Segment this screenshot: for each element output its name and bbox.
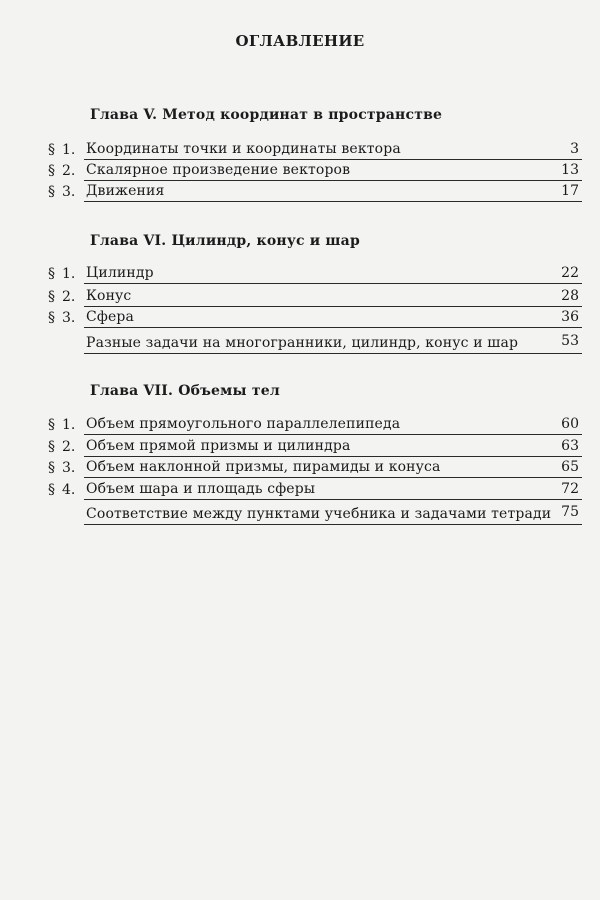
entry-page: 65 bbox=[561, 459, 579, 475]
entry-title: Координаты точки и координаты вектора bbox=[86, 141, 401, 157]
toc-entry bbox=[84, 160, 582, 181]
entry-title: Скалярное произведение векторов bbox=[86, 162, 351, 178]
toc-row[interactable] bbox=[48, 505, 582, 525]
entry-title: Объем прямой призмы и цилиндра bbox=[86, 438, 351, 454]
entry-title: Объем шара и площадь сферы bbox=[86, 481, 316, 497]
entry-page: 17 bbox=[561, 183, 579, 199]
section-number: § 1. bbox=[48, 142, 76, 158]
chapter-heading: Глава VI. Цилиндр, конус и шар bbox=[90, 233, 360, 249]
toc-entry bbox=[84, 263, 582, 284]
toc-row[interactable] bbox=[48, 480, 582, 500]
chapter-heading: Глава V. Метод координат в пространстве bbox=[90, 107, 443, 123]
section-number: § 1. bbox=[48, 266, 76, 282]
entry-page: 60 bbox=[561, 416, 579, 432]
toc-row[interactable] bbox=[48, 161, 582, 181]
entry-title: Объем прямоугольного параллелепипеда bbox=[86, 416, 401, 432]
toc-entry bbox=[84, 139, 582, 160]
toc-entry bbox=[84, 286, 582, 307]
toc-entry bbox=[84, 436, 582, 457]
section-number: § 2. bbox=[48, 163, 76, 179]
toc-row[interactable] bbox=[48, 334, 582, 354]
entry-page: 53 bbox=[561, 333, 579, 349]
toc-row[interactable] bbox=[48, 415, 582, 435]
entry-title: Сфера bbox=[86, 309, 135, 325]
entry-title: Соответствие между пунктами учебника и задачами тетради bbox=[86, 506, 552, 522]
entry-page: 75 bbox=[561, 504, 579, 520]
chapter-heading: Глава VII. Объемы тел bbox=[90, 383, 280, 399]
entry-page: 63 bbox=[561, 438, 579, 454]
toc-entry bbox=[84, 479, 582, 500]
toc-entry bbox=[84, 414, 582, 435]
toc-row[interactable] bbox=[48, 287, 582, 307]
toc-entry bbox=[84, 181, 582, 202]
toc-row[interactable] bbox=[48, 182, 582, 202]
entry-page: 13 bbox=[561, 162, 579, 178]
entry-page: 72 bbox=[561, 481, 579, 497]
entry-title: Конус bbox=[86, 288, 132, 304]
entry-title: Цилиндр bbox=[86, 265, 154, 281]
entry-title: Разные задачи на многогранники, цилиндр, конус и шар bbox=[86, 335, 519, 351]
toc-entry bbox=[84, 504, 582, 525]
entry-title: Движения bbox=[86, 183, 165, 199]
section-number: § 2. bbox=[48, 289, 76, 305]
toc-entry bbox=[84, 307, 582, 328]
section-number: § 1. bbox=[48, 417, 76, 433]
entry-page: 3 bbox=[570, 141, 579, 157]
entry-page: 22 bbox=[561, 265, 579, 281]
section-number: § 3. bbox=[48, 310, 76, 326]
section-number: § 3. bbox=[48, 184, 76, 200]
toc-row[interactable] bbox=[48, 308, 582, 328]
toc-entry bbox=[84, 333, 582, 354]
page-title: ОГЛАВЛЕНИЕ bbox=[235, 32, 365, 50]
toc-entry bbox=[84, 457, 582, 478]
section-number: § 3. bbox=[48, 460, 76, 476]
toc-row[interactable] bbox=[48, 264, 582, 284]
entry-page: 36 bbox=[561, 309, 579, 325]
entry-page: 28 bbox=[561, 288, 579, 304]
section-number: § 4. bbox=[48, 482, 76, 498]
entry-title: Объем наклонной призмы, пирамиды и конуса bbox=[86, 459, 441, 475]
toc-row[interactable] bbox=[48, 458, 582, 478]
toc-row[interactable] bbox=[48, 140, 582, 160]
toc-row[interactable] bbox=[48, 437, 582, 457]
section-number: § 2. bbox=[48, 439, 76, 455]
